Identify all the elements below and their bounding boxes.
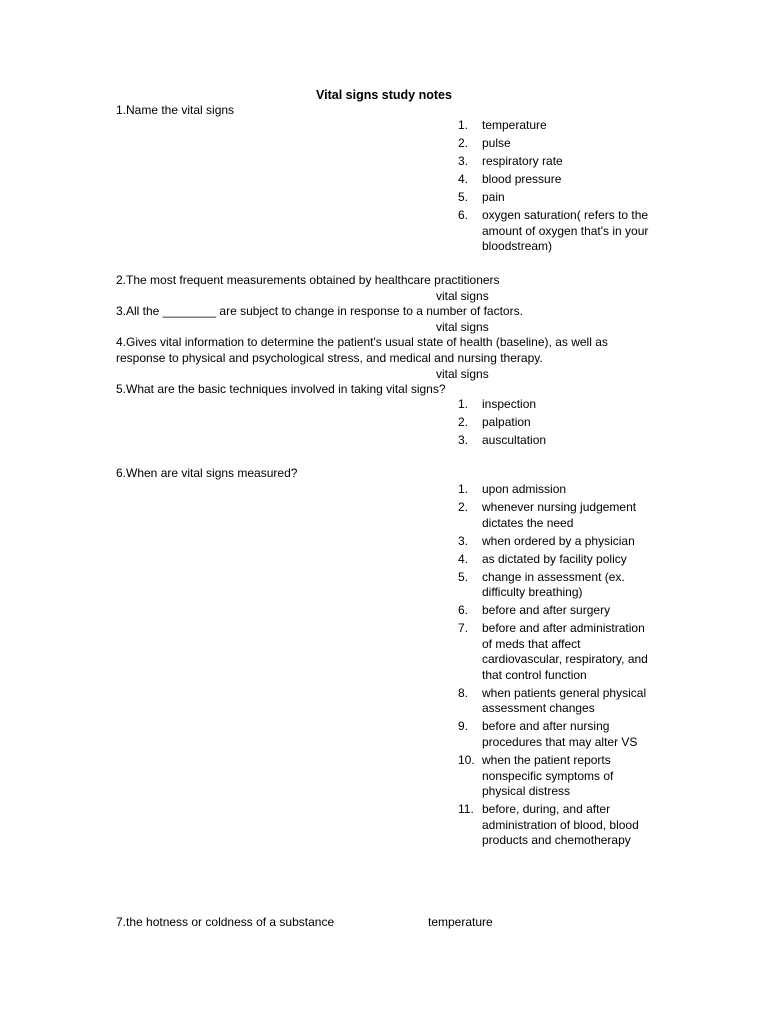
item-text: upon admission <box>482 482 567 496</box>
item-text: as dictated by facility policy <box>482 551 627 566</box>
list-item <box>458 552 654 568</box>
answer-7: temperature <box>428 915 493 929</box>
list-item <box>458 719 654 750</box>
item-text: before, during, and after administration of blood, blood products and chemotherapy <box>482 802 639 848</box>
document-title: Vital signs study notes <box>316 88 452 102</box>
item-number: 3. <box>458 533 469 548</box>
item-number: 3. <box>458 153 469 168</box>
item-text: oxygen saturation( refers to the amount of oxygen that's in your bloodstream) <box>482 207 649 254</box>
item-number: 9. <box>458 719 469 734</box>
item-number: 8. <box>458 685 469 700</box>
item-text: change in assessment (ex. difficulty breathing) <box>482 569 625 600</box>
item-text: respiratory rate <box>482 153 563 168</box>
question-7: 7.the hotness or coldness of a substance <box>116 915 335 929</box>
list-item <box>458 482 654 498</box>
question-5: 5.What are the basic techniques involved in taking vital signs? <box>116 382 446 396</box>
item-number: 4. <box>458 551 469 566</box>
item-text: when ordered by a physician <box>482 533 635 548</box>
question-3: 3.All the ________ are subject to change in response to a number of factors. <box>116 304 523 318</box>
item-text: palpation <box>482 414 531 429</box>
list-item <box>458 621 654 683</box>
list-item <box>458 208 658 255</box>
list-item <box>458 433 668 449</box>
item-text: pain <box>482 189 505 204</box>
item-number: 7. <box>458 621 469 636</box>
q1-answer-list <box>458 118 658 257</box>
item-number: 1. <box>458 118 469 132</box>
question-6: 6.When are vital signs measured? <box>116 466 298 480</box>
item-number: 1. <box>458 397 469 411</box>
item-number: 10. <box>458 753 475 768</box>
item-text: pulse <box>482 135 511 150</box>
item-number: 6. <box>458 603 469 618</box>
list-item <box>458 136 658 152</box>
item-number: 4. <box>458 171 469 186</box>
item-text: blood pressure <box>482 171 562 186</box>
answer-4: vital signs <box>436 367 489 381</box>
list-item <box>458 500 654 531</box>
item-number: 5. <box>458 189 469 204</box>
item-number: 2. <box>458 135 469 150</box>
item-number: 2. <box>458 499 469 514</box>
answer-2: vital signs <box>436 289 489 303</box>
item-text: auscultation <box>482 432 547 447</box>
list-item <box>458 570 654 601</box>
list-item <box>458 415 668 431</box>
item-number: 1. <box>458 482 469 496</box>
list-item <box>458 802 654 849</box>
question-1: 1.Name the vital signs <box>116 103 235 117</box>
item-text: whenever nursing judgement dictates the need <box>482 499 637 530</box>
item-text: when patients general physical assessment changes <box>482 685 647 716</box>
list-item <box>458 753 654 800</box>
item-text: before and after nursing procedures that may alter VS <box>482 719 638 750</box>
item-number: 5. <box>458 569 469 584</box>
q6-answer-list <box>458 482 654 851</box>
item-number: 6. <box>458 207 469 222</box>
question-2: 2.The most frequent measurements obtained by healthcare practitioners <box>116 273 500 287</box>
list-item <box>458 603 654 619</box>
list-item <box>458 534 654 550</box>
list-item <box>458 190 658 206</box>
item-text: when the patient reports nonspecific symptoms of physical distress <box>482 753 614 799</box>
item-text: temperature <box>482 118 547 132</box>
item-text: before and after administration of meds that affect cardiovascular, respiratory, and that control function <box>482 621 648 682</box>
list-item <box>458 397 668 413</box>
answer-3: vital signs <box>436 320 489 334</box>
item-text: inspection <box>482 397 537 411</box>
item-text: before and after surgery <box>482 603 611 618</box>
item-number: 11. <box>458 802 474 817</box>
list-item <box>458 118 658 134</box>
q5-answer-list <box>458 397 668 451</box>
list-item <box>458 172 658 188</box>
list-item <box>458 154 658 170</box>
list-item <box>458 686 654 717</box>
item-number: 2. <box>458 414 469 429</box>
item-number: 3. <box>458 432 469 447</box>
question-4: 4.Gives vital information to determine the patient's usual state of health (baseline), as well as response to physical and psychological stress, and medical and nursing therapy. <box>116 335 608 365</box>
